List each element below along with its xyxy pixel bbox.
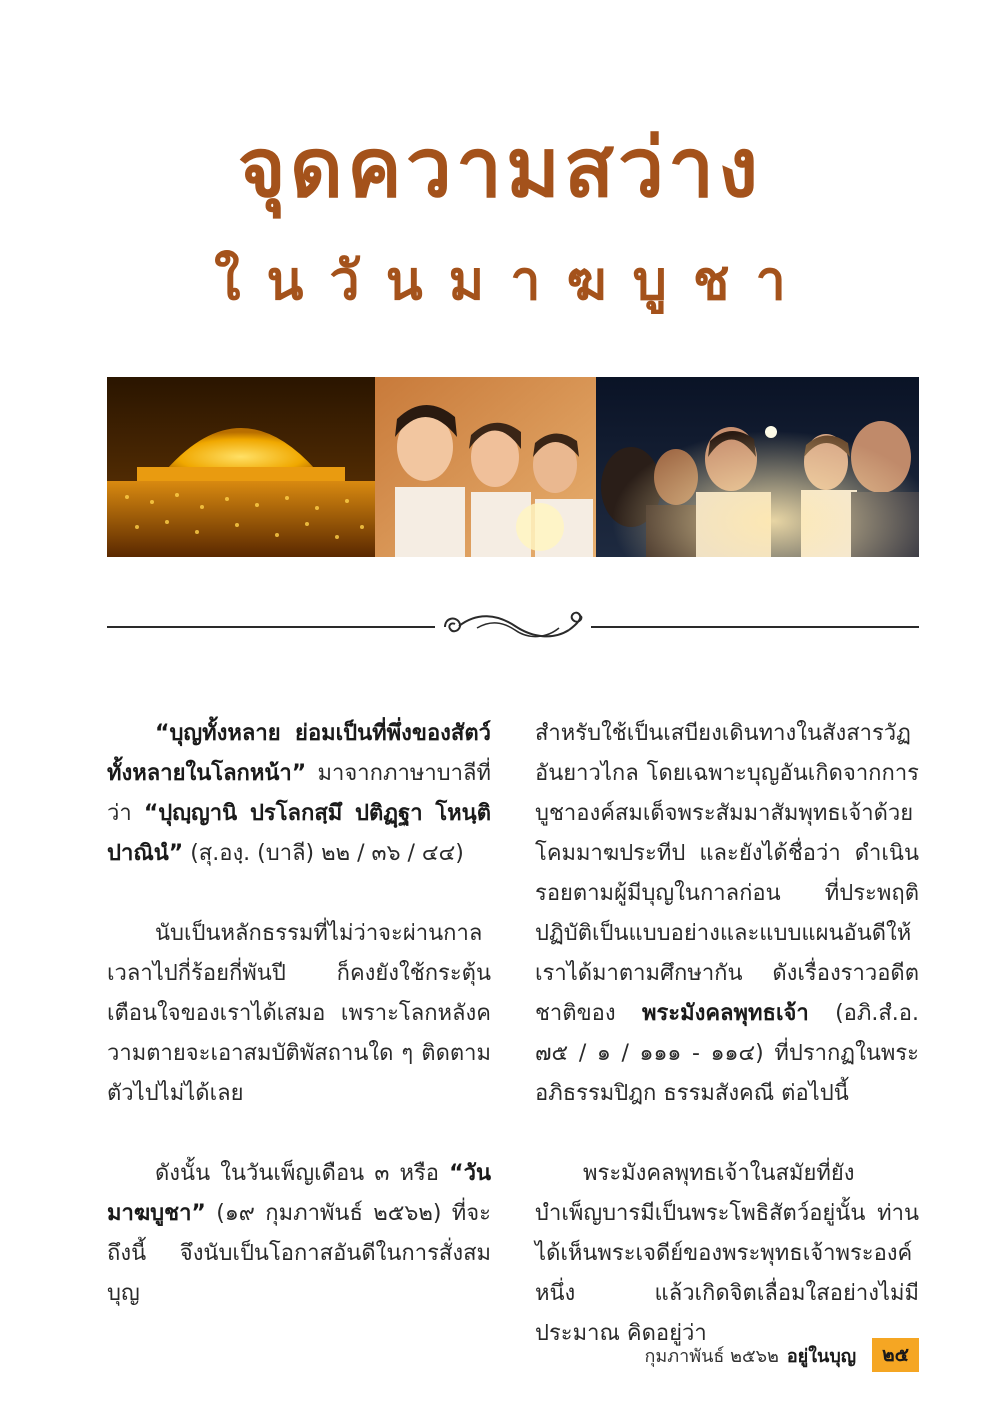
paragraph: ดังนั้น ในวันเพ็ญเดือน ๓ หรือ “วันมาฆบูชา” (๑๙ กุมภาพันธ์ ๒๕๖๒) ที่จะถึงนี้ จึงนับเป็นโอกาสอันดีในการสั่งสมบุญ bbox=[107, 1161, 491, 1306]
page-number-badge: ๒๕ bbox=[872, 1338, 919, 1372]
paragraph: สำหรับใช้เป็นเสบียงเดินทางในสังสารวัฏอันยาวไกล โดยเฉพาะบุญอันเกิดจากการบูชาองค์สมเด็จพระสัมมาสัมพุทธเจ้าด้วยโคมมาฆประทีป และยังได้ชื่อว่า ดำเนินรอยตามผู้มีบุญในกาลก่อน ที่ประพฤติปฏิบัติเป็นแบบอย่างและแบบแผนอันดีให้เราได้มาตามศึกษากัน ดังเรื่องราวอดีตชาติของ พระมังคลพุทธเจ้า (อภิ.สํ.อ. ๗๕ / ๑ / ๑๑๑ - ๑๑๔) ที่ปรากฏในพระอภิธรรมปิฎก ธรรมสังคณี ต่อไปนี้ bbox=[535, 721, 919, 1106]
women-praying-candles-photo bbox=[375, 377, 596, 557]
divider-line-left bbox=[107, 626, 435, 628]
page-footer bbox=[644, 1340, 919, 1370]
makha-bucha-bold: “วันมาฆบูชา” bbox=[107, 1161, 491, 1226]
photo-strip bbox=[107, 377, 919, 557]
pali-quote: “ปุญฺญานิ ปรโลกสฺมึ ปติฏฺฐา โหนฺติ ปาณินํ” bbox=[107, 801, 492, 866]
moonlight-candle-ceremony-photo bbox=[596, 377, 919, 557]
issue-date: กุมภาพันธ์ ๒๕๖๒ bbox=[644, 1345, 779, 1367]
ornamental-divider bbox=[107, 602, 919, 652]
quote-bold: “บุญทั้งหลาย ย่อมเป็นที่พึ่งของสัตว์ทั้งหลายในโลกหน้า” bbox=[107, 721, 491, 786]
paragraph-quote: “บุญทั้งหลาย ย่อมเป็นที่พึ่งของสัตว์ทั้งหลายในโลกหน้า” มาจากภาษาบาลีที่ว่า “ปุญฺญานิ ปรโลกสฺมึ ปติฏฺฐา โหนฺติ ปาณินํ” (สุ.องฺ. (บาลี) ๒๒ / ๓๖ / ๔๔) bbox=[107, 721, 492, 866]
article-column-right bbox=[535, 714, 919, 1394]
temple-candles-photo bbox=[107, 377, 375, 557]
divider-line-right bbox=[591, 626, 919, 628]
scripture-reference: (สุ.องฺ. (บาลี) ๒๒ / ๓๖ / ๔๔) bbox=[183, 841, 464, 866]
magazine-name: อยู่ในบุญ bbox=[786, 1345, 857, 1367]
page-title: จุดความสว่าง bbox=[237, 120, 763, 216]
page-subtitle: ในวันมาฆบูชา bbox=[214, 248, 812, 312]
flourish-icon bbox=[437, 606, 589, 648]
buddha-name-bold: พระมังคลพุทธเจ้า bbox=[641, 1001, 809, 1026]
paragraph: นับเป็นหลักธรรมที่ไม่ว่าจะผ่านกาลเวลาไปกี่ร้อยกี่พันปี ก็คงยังใช้กระตุ้นเตือนใจของเราได้เสมอ เพราะโลกหลังความตายจะเอาสมบัติพัสถานใด ๆ ติดตามตัวไปไม่ได้เลย bbox=[107, 921, 491, 1106]
paragraph: พระมังคลพุทธเจ้าในสมัยที่ยังบำเพ็ญบารมีเป็นพระโพธิสัตว์อยู่นั้น ท่านได้เห็นพระเจดีย์ของพระพุทธเจ้าพระองค์หนึ่ง แล้วเกิดจิตเลื่อมใสอย่างไม่มีประมาณ คิดอยู่ว่า bbox=[535, 1161, 919, 1346]
article-column-left bbox=[107, 714, 491, 1354]
